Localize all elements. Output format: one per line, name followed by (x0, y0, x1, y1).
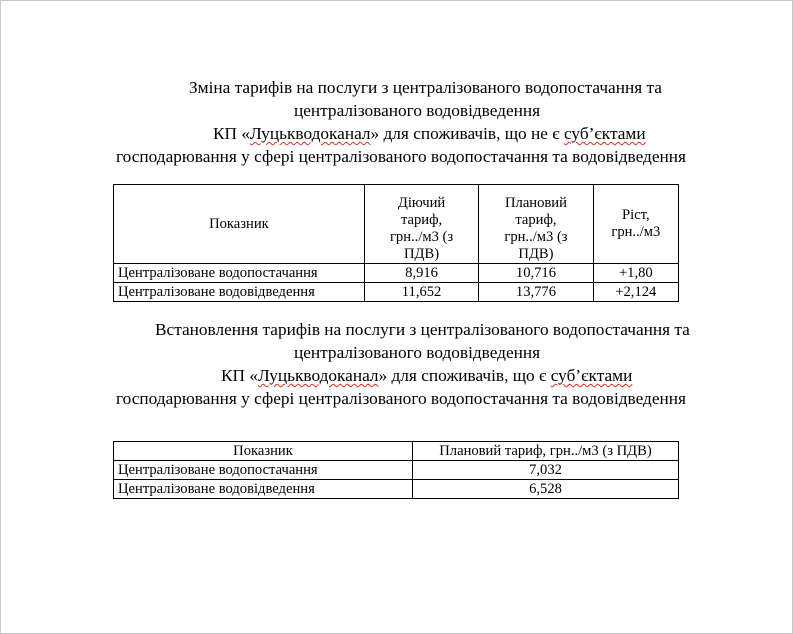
header-line: Діючий (397, 195, 446, 211)
spellcheck-word: Луцькводоканал (249, 124, 371, 143)
section2-heading (100, 318, 760, 410)
header-line: грн../м3 (з (389, 229, 454, 245)
row-indicator: Централізоване водопостачання (114, 461, 413, 480)
heading-line: Встановлення тарифів на послуги з централізованого водопостачання та (155, 320, 690, 339)
header-growth (593, 185, 678, 264)
header-line: грн../м3 (з (504, 229, 568, 245)
row-indicator: Централізоване водовідведення (114, 283, 365, 302)
table-header-row (114, 442, 679, 461)
row-indicator: Централізоване водопостачання (114, 264, 365, 283)
tariff-change-table (113, 184, 679, 302)
spellcheck-word: Луцькводоканал (257, 366, 379, 385)
row-growth: +1,80 (593, 264, 678, 283)
row-indicator: Централізоване водовідведення (114, 480, 413, 499)
table-row (114, 480, 679, 499)
table-row (114, 461, 679, 480)
row-planned-tariff: 7,032 (413, 461, 679, 480)
heading-line: централізованого водовідведення (294, 101, 541, 120)
heading-line: КП «Луцькводоканал» для споживачів, що є суб’єктами (221, 366, 633, 385)
header-line: грн../м3 (611, 224, 661, 240)
heading-line: господарювання у сфері централізованого водопостачання та водовідведення (116, 147, 686, 166)
header-line: ПДВ) (404, 246, 440, 262)
heading-line: КП «Луцькводоканал» для споживачів, що не є суб’єктами (213, 124, 646, 143)
header-indicator: Показник (114, 442, 413, 461)
row-current-tariff: 11,652 (364, 283, 478, 302)
header-line: Ріст, (622, 207, 650, 223)
header-current-tariff (364, 185, 478, 264)
heading-line: централізованого водовідведення (294, 343, 541, 362)
table-row (114, 283, 679, 302)
row-planned-tariff: 6,528 (413, 480, 679, 499)
header-planned-tariff (479, 185, 593, 264)
tariff-set-table (113, 441, 679, 499)
row-planned-tariff: 13,776 (479, 283, 593, 302)
header-planned-tariff: Плановий тариф, грн../м3 (з ПДВ) (413, 442, 679, 461)
section1-heading (100, 76, 760, 168)
heading-line: господарювання у сфері централізованого водопостачання та водовідведення (116, 389, 686, 408)
header-line: ПДВ) (518, 246, 554, 262)
table-row (114, 264, 679, 283)
header-line: Плановий (505, 195, 567, 211)
spellcheck-word: суб’єктами (563, 124, 646, 143)
row-current-tariff: 8,916 (364, 264, 478, 283)
row-growth: +2,124 (593, 283, 678, 302)
row-planned-tariff: 10,716 (479, 264, 593, 283)
spellcheck-word: суб’єктами (550, 366, 633, 385)
header-line: тариф, (515, 212, 557, 228)
header-line: тариф, (400, 212, 443, 228)
table-header-row (114, 185, 679, 264)
heading-line: Зміна тарифів на послуги з централізованого водопостачання та (189, 78, 662, 97)
header-indicator: Показник (114, 185, 365, 264)
